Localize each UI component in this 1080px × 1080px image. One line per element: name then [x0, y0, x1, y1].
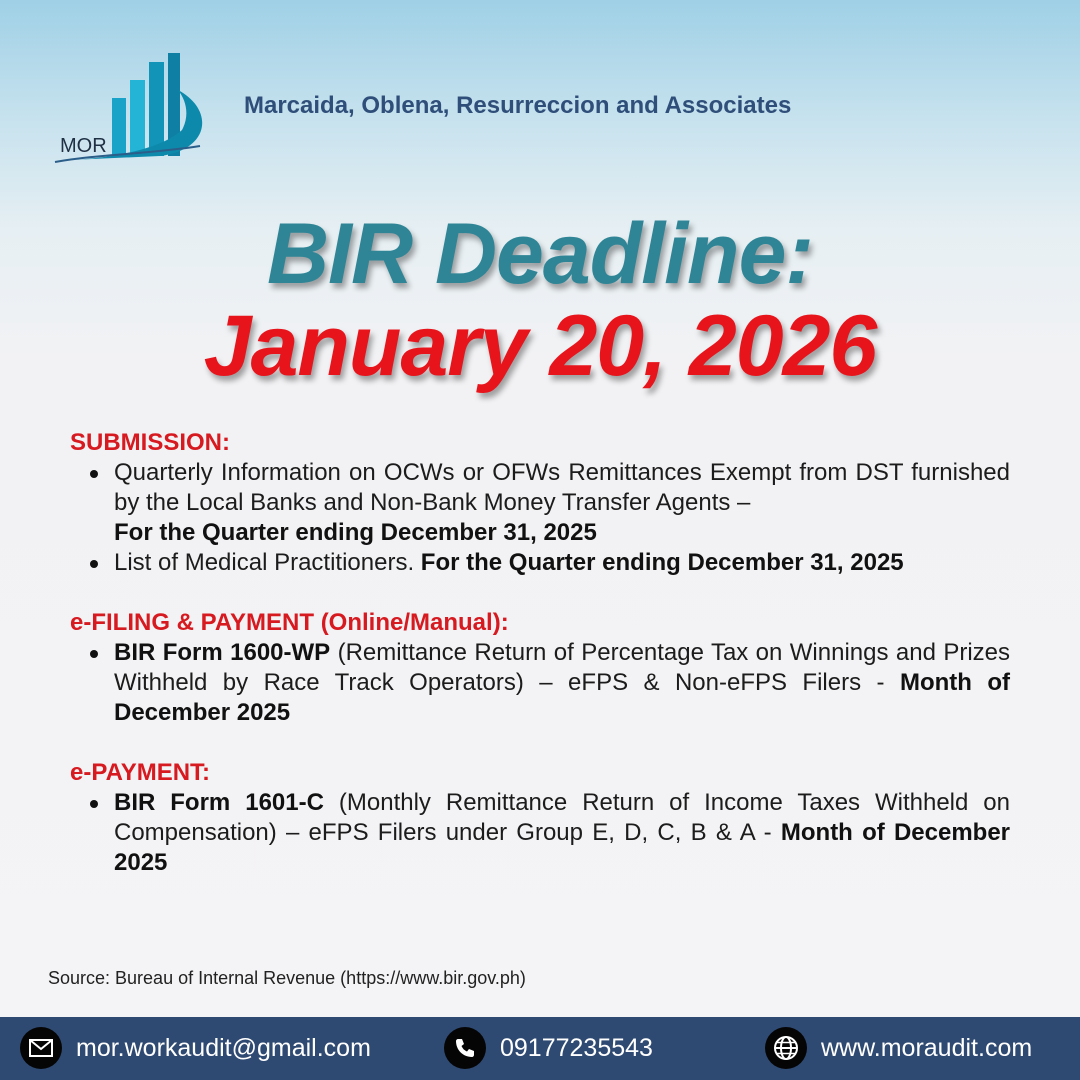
logo — [50, 50, 210, 165]
list-item: BIR Form 1600-WP (Remittance Return of Percentage Tax on Winnings and Prizes Withheld by Race Track Operators) – eFPS & Non-eFPS Filers - Month of December 2025 — [114, 639, 1011, 726]
envelope-icon — [20, 1027, 62, 1069]
phone-contact[interactable] — [444, 1026, 653, 1070]
phone-icon — [444, 1027, 486, 1069]
headline-title: BIR Deadline: — [266, 206, 814, 302]
list-item: Quarterly Information on OCWs or OFWs Remittances Exempt from DST furnished by the Local Banks and Non-Bank Money Transfer Agents – For the Quarter ending December 31, 2025 — [114, 459, 1010, 546]
submission-list — [70, 458, 1010, 578]
deadline-content — [70, 428, 1010, 878]
email-text[interactable]: mor.workaudit@gmail.com — [76, 1033, 371, 1062]
firm-name: Marcaida, Oblena, Resurreccion and Associates — [244, 92, 792, 119]
section-title-submission: SUBMISSION: — [70, 429, 231, 456]
website-text[interactable]: www.moraudit.com — [821, 1033, 1033, 1062]
efiling-list — [70, 638, 1010, 728]
source-note: Source: Bureau of Internal Revenue (https://www.bir.gov.ph) — [48, 968, 526, 988]
contact-footer — [0, 1017, 1080, 1080]
headline-date: January 20, 2026 — [203, 298, 877, 394]
epayment-list — [70, 788, 1010, 878]
logo-text: MOR — [60, 135, 107, 157]
section-title-efiling: e-FILING & PAYMENT (Online/Manual): — [70, 609, 509, 636]
email-contact[interactable] — [20, 1026, 371, 1070]
list-item: List of Medical Practitioners. For the Quarter ending December 31, 2025 — [114, 548, 1010, 578]
section-title-epayment: e-PAYMENT: — [70, 759, 211, 786]
globe-icon — [765, 1027, 807, 1069]
list-item: BIR Form 1601-C (Monthly Remittance Return of Income Taxes Withheld on Compensation) – eFPS Filers under Group E, D, C, B & A - Month of December 2025 — [114, 789, 1011, 876]
website-contact[interactable] — [765, 1026, 1032, 1070]
phone-text[interactable]: 09177235543 — [500, 1033, 653, 1062]
